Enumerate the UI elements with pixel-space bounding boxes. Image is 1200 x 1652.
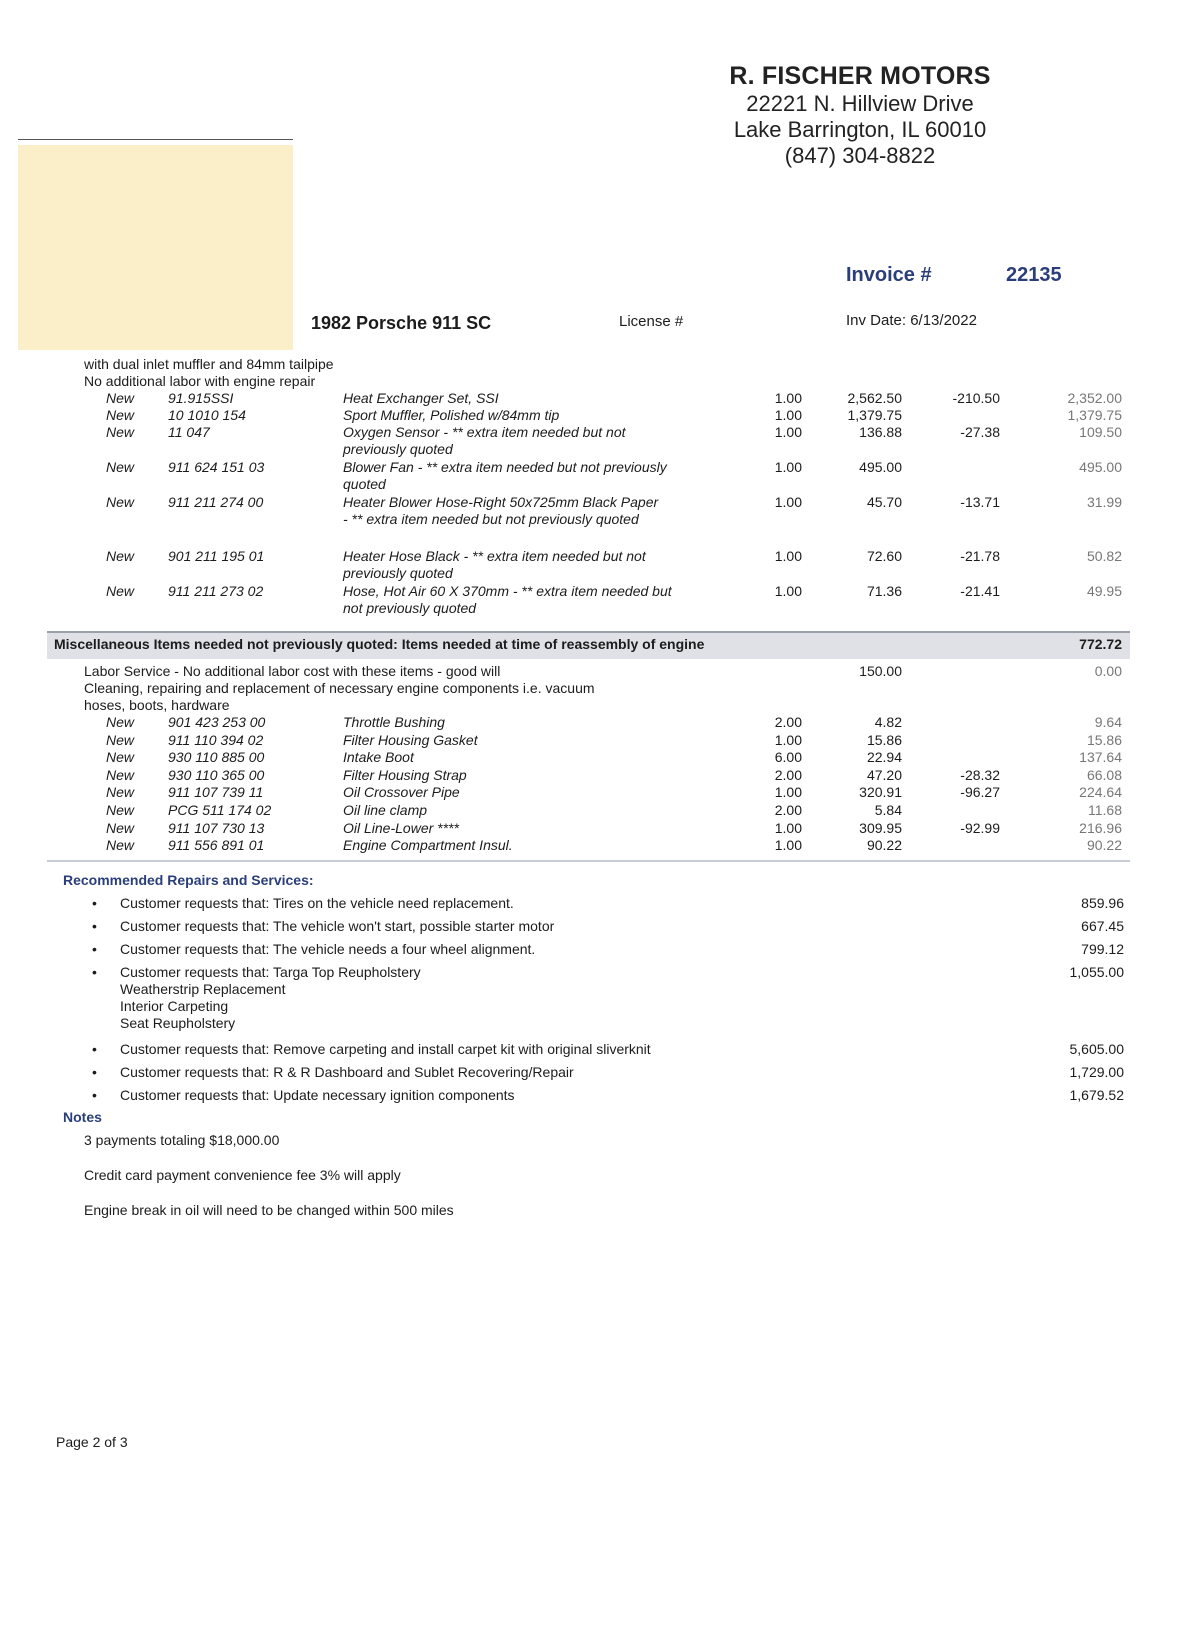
company-address-2: Lake Barrington, IL 60010	[733, 117, 987, 142]
quantity-cell: 1.00	[774, 390, 802, 406]
condition-cell: New	[106, 583, 135, 599]
price-cell: 47.20	[866, 766, 902, 783]
total-cell: 216.96	[1079, 819, 1122, 836]
part-number-cell: 911 211 273 02	[168, 583, 264, 599]
labor-line: Labor Service - No additional labor cost with these items - good will	[84, 663, 501, 679]
part-number-cell: 911 107 739 11	[168, 784, 264, 801]
bullet-icon: •	[92, 1087, 97, 1103]
recommended-item-amount: 799.12	[1081, 941, 1124, 957]
invoice-date	[846, 312, 977, 329]
note-line: Credit card payment convenience fee 3% will apply	[84, 1167, 401, 1183]
quantity-cell: 2.00	[774, 802, 802, 818]
labor-total: 0.00	[1094, 663, 1122, 679]
recommended-item-amount: 667.45	[1081, 918, 1124, 934]
price-cell: 22.94	[866, 749, 902, 766]
part-number-cell: 911 556 891 01	[168, 837, 265, 854]
bullet-icon: •	[92, 895, 97, 911]
quantity-cell: 6.00	[774, 749, 802, 766]
condition-cell: New	[106, 837, 135, 854]
total-cell: 224.64	[1079, 784, 1122, 801]
part-number-cell: 911 110 394 02	[168, 731, 264, 748]
bullet-icon: •	[92, 1041, 97, 1057]
price-cell: 71.36	[866, 583, 902, 599]
part-number-cell: 11 047	[168, 424, 210, 440]
company-block	[680, 62, 1040, 169]
part-number-cell: 91.915SSI	[168, 390, 234, 406]
total-cell: 495.00	[1079, 459, 1122, 475]
invoice-number: 22135	[1006, 264, 1062, 286]
discount-cell: -21.41	[960, 583, 1000, 599]
discount-cell: -13.71	[960, 494, 1000, 510]
total-cell: 9.64	[1094, 714, 1122, 730]
license-label: License #	[619, 313, 684, 330]
total-cell: 50.82	[1086, 548, 1122, 564]
price-cell: 5.84	[874, 802, 902, 818]
quantity-cell: 1.00	[774, 548, 802, 564]
price-cell: 495.00	[859, 459, 902, 475]
company-name: R. FISCHER MOTORS	[729, 62, 991, 90]
total-cell: 90.22	[1086, 837, 1122, 854]
total-cell: 137.64	[1079, 749, 1122, 766]
price-cell: 72.60	[866, 548, 902, 564]
description-cell: Oil line clamp	[343, 802, 428, 818]
quantity-cell: 2.00	[774, 766, 802, 783]
notes-title: Notes	[63, 1109, 102, 1125]
part-number-cell: 901 423 253 00	[168, 714, 266, 730]
recommended-item-amount: 1,729.00	[1069, 1064, 1124, 1080]
description-cell: Hose, Hot Air 60 X 370mm - ** extra item needed but not previously quoted	[343, 583, 672, 616]
quantity-cell: 1.00	[774, 731, 802, 748]
total-cell: 109.50	[1079, 424, 1122, 440]
misc-desc-line: hoses, boots, hardware	[84, 697, 230, 713]
description-cell: Heat Exchanger Set, SSI	[343, 390, 499, 406]
quantity-cell: 1.00	[774, 424, 802, 440]
section-divider	[47, 860, 1130, 862]
price-cell: 15.86	[866, 731, 902, 748]
part-number-cell: 911 624 151 03	[168, 459, 265, 475]
vehicle-title: 1982 Porsche 911 SC	[311, 313, 492, 333]
note-line: Engine break in oil will need to be changed within 500 miles	[84, 1202, 454, 1218]
recommended-item-amount: 1,055.00	[1069, 964, 1124, 980]
description-cell: Filter Housing Gasket	[343, 731, 478, 748]
recommended-item-text: Customer requests that: Targa Top Reupholstery Weatherstrip Replacement Interior Carpeting Seat Reupholstery	[120, 964, 421, 1031]
price-cell: 320.91	[859, 784, 902, 801]
part-number-cell: 911 107 730 13	[168, 819, 265, 836]
part-number-cell: 901 211 195 01	[168, 548, 265, 564]
recommended-item-text: Customer requests that: Update necessary ignition components	[120, 1087, 515, 1103]
price-cell: 4.82	[874, 714, 902, 730]
misc-desc-line: Cleaning, repairing and replacement of necessary engine components i.e. vacuum	[84, 680, 595, 696]
description-cell: Oil Crossover Pipe	[343, 784, 460, 801]
quantity-cell: 1.00	[774, 459, 802, 475]
quantity-cell: 2.00	[774, 714, 802, 730]
invoice-date-value: 6/13/2022	[910, 312, 977, 329]
discount-cell: -27.38	[960, 424, 1000, 440]
company-phone: (847) 304-8822	[784, 143, 936, 168]
price-cell: 1,379.75	[847, 407, 902, 423]
condition-cell: New	[106, 548, 135, 564]
recommended-item-text: Customer requests that: R & R Dashboard and Sublet Recovering/Repair	[120, 1064, 574, 1080]
total-cell: 11.68	[1088, 802, 1122, 818]
part-number-cell: PCG 511 174 02	[168, 802, 272, 818]
condition-cell: New	[106, 731, 135, 748]
description-cell: Oil Line-Lower ****	[343, 819, 459, 836]
quantity-cell: 1.00	[774, 837, 802, 854]
quantity-cell: 1.00	[774, 819, 802, 836]
intro-line: No additional labor with engine repair	[84, 373, 316, 389]
condition-cell: New	[106, 390, 135, 406]
note-line: 3 payments totaling $18,000.00	[84, 1132, 280, 1148]
price-cell: 90.22	[866, 837, 902, 854]
quantity-cell: 1.00	[774, 784, 802, 801]
discount-cell: -96.27	[960, 784, 1000, 801]
recommended-title: Recommended Repairs and Services:	[63, 872, 314, 888]
condition-cell: New	[106, 784, 135, 801]
description-cell: Engine Compartment Insul.	[343, 837, 513, 854]
recommended-item-text: Customer requests that: The vehicle won't start, possible starter motor	[120, 918, 555, 934]
condition-cell: New	[106, 714, 135, 730]
price-cell: 136.88	[859, 424, 902, 440]
invoice-date-label: Inv Date:	[846, 312, 907, 329]
misc-section-total: 772.72	[1079, 636, 1122, 652]
condition-cell: New	[106, 802, 135, 818]
quantity-cell: 1.00	[774, 407, 802, 423]
total-cell: 31.99	[1086, 494, 1122, 510]
price-cell: 45.70	[866, 494, 902, 510]
bullet-icon: •	[92, 918, 97, 934]
recommended-item-text: Customer requests that: The vehicle needs a four wheel alignment.	[120, 941, 536, 957]
recommended-item-amount: 859.96	[1081, 895, 1124, 911]
quantity-cell: 1.00	[774, 583, 802, 599]
condition-cell: New	[106, 819, 135, 836]
discount-cell: -21.78	[960, 548, 1000, 564]
discount-cell: -92.99	[960, 819, 1000, 836]
condition-cell: New	[106, 424, 135, 440]
total-cell: 1,379.75	[1067, 407, 1122, 423]
misc-section-title: Miscellaneous Items needed not previously quoted: Items needed at time of reassembly of engine	[54, 636, 705, 652]
page-number: Page 2 of 3	[56, 1434, 128, 1450]
total-cell: 66.08	[1086, 766, 1122, 783]
redaction-sticky-note	[18, 145, 293, 350]
condition-cell: New	[106, 494, 135, 510]
discount-cell: -210.50	[952, 390, 1000, 406]
condition-cell: New	[106, 459, 135, 475]
description-cell: Throttle Bushing	[343, 714, 445, 730]
condition-cell: New	[106, 766, 135, 783]
condition-cell: New	[106, 749, 135, 766]
bullet-icon: •	[92, 964, 97, 980]
condition-cell: New	[106, 407, 135, 423]
part-number-cell: 911 211 274 00	[168, 494, 264, 510]
part-number-cell: 930 110 885 00	[168, 749, 265, 766]
invoice-label: Invoice #	[846, 264, 932, 286]
part-number-cell: 930 110 365 00	[168, 766, 265, 783]
total-cell: 15.86	[1086, 731, 1122, 748]
intro-line: with dual inlet muffler and 84mm tailpipe	[84, 356, 334, 372]
total-cell: 2,352.00	[1067, 390, 1122, 406]
description-cell: Filter Housing Strap	[343, 766, 467, 783]
total-cell: 49.95	[1086, 583, 1122, 599]
recommended-item-amount: 5,605.00	[1069, 1041, 1124, 1057]
price-cell: 309.95	[859, 819, 902, 836]
description-cell: Intake Boot	[343, 749, 414, 766]
quantity-cell: 1.00	[774, 494, 802, 510]
description-cell: Blower Fan - ** extra item needed but not previously quoted	[343, 459, 667, 492]
description-cell: Heater Blower Hose-Right 50x725mm Black Paper - ** extra item needed but not previously quoted	[343, 494, 659, 527]
description-cell: Oxygen Sensor - ** extra item needed but not previously quoted	[343, 424, 626, 457]
bullet-icon: •	[92, 941, 97, 957]
price-cell: 2,562.50	[847, 390, 902, 406]
company-address-1: 22221 N. Hillview Drive	[746, 91, 974, 116]
description-cell: Sport Muffler, Polished w/84mm tip	[343, 407, 560, 423]
labor-price: 150.00	[859, 663, 902, 679]
recommended-item-amount: 1,679.52	[1069, 1087, 1124, 1103]
discount-cell: -28.32	[960, 766, 1000, 783]
recommended-item-text: Customer requests that: Remove carpeting and install carpet kit with original sliverknit	[120, 1041, 651, 1057]
divider-line	[18, 139, 293, 140]
description-cell: Heater Hose Black - ** extra item needed but not previously quoted	[343, 548, 646, 581]
part-number-cell: 10 1010 154	[168, 407, 246, 423]
recommended-item-text: Customer requests that: Tires on the vehicle need replacement.	[120, 895, 514, 911]
bullet-icon: •	[92, 1064, 97, 1080]
